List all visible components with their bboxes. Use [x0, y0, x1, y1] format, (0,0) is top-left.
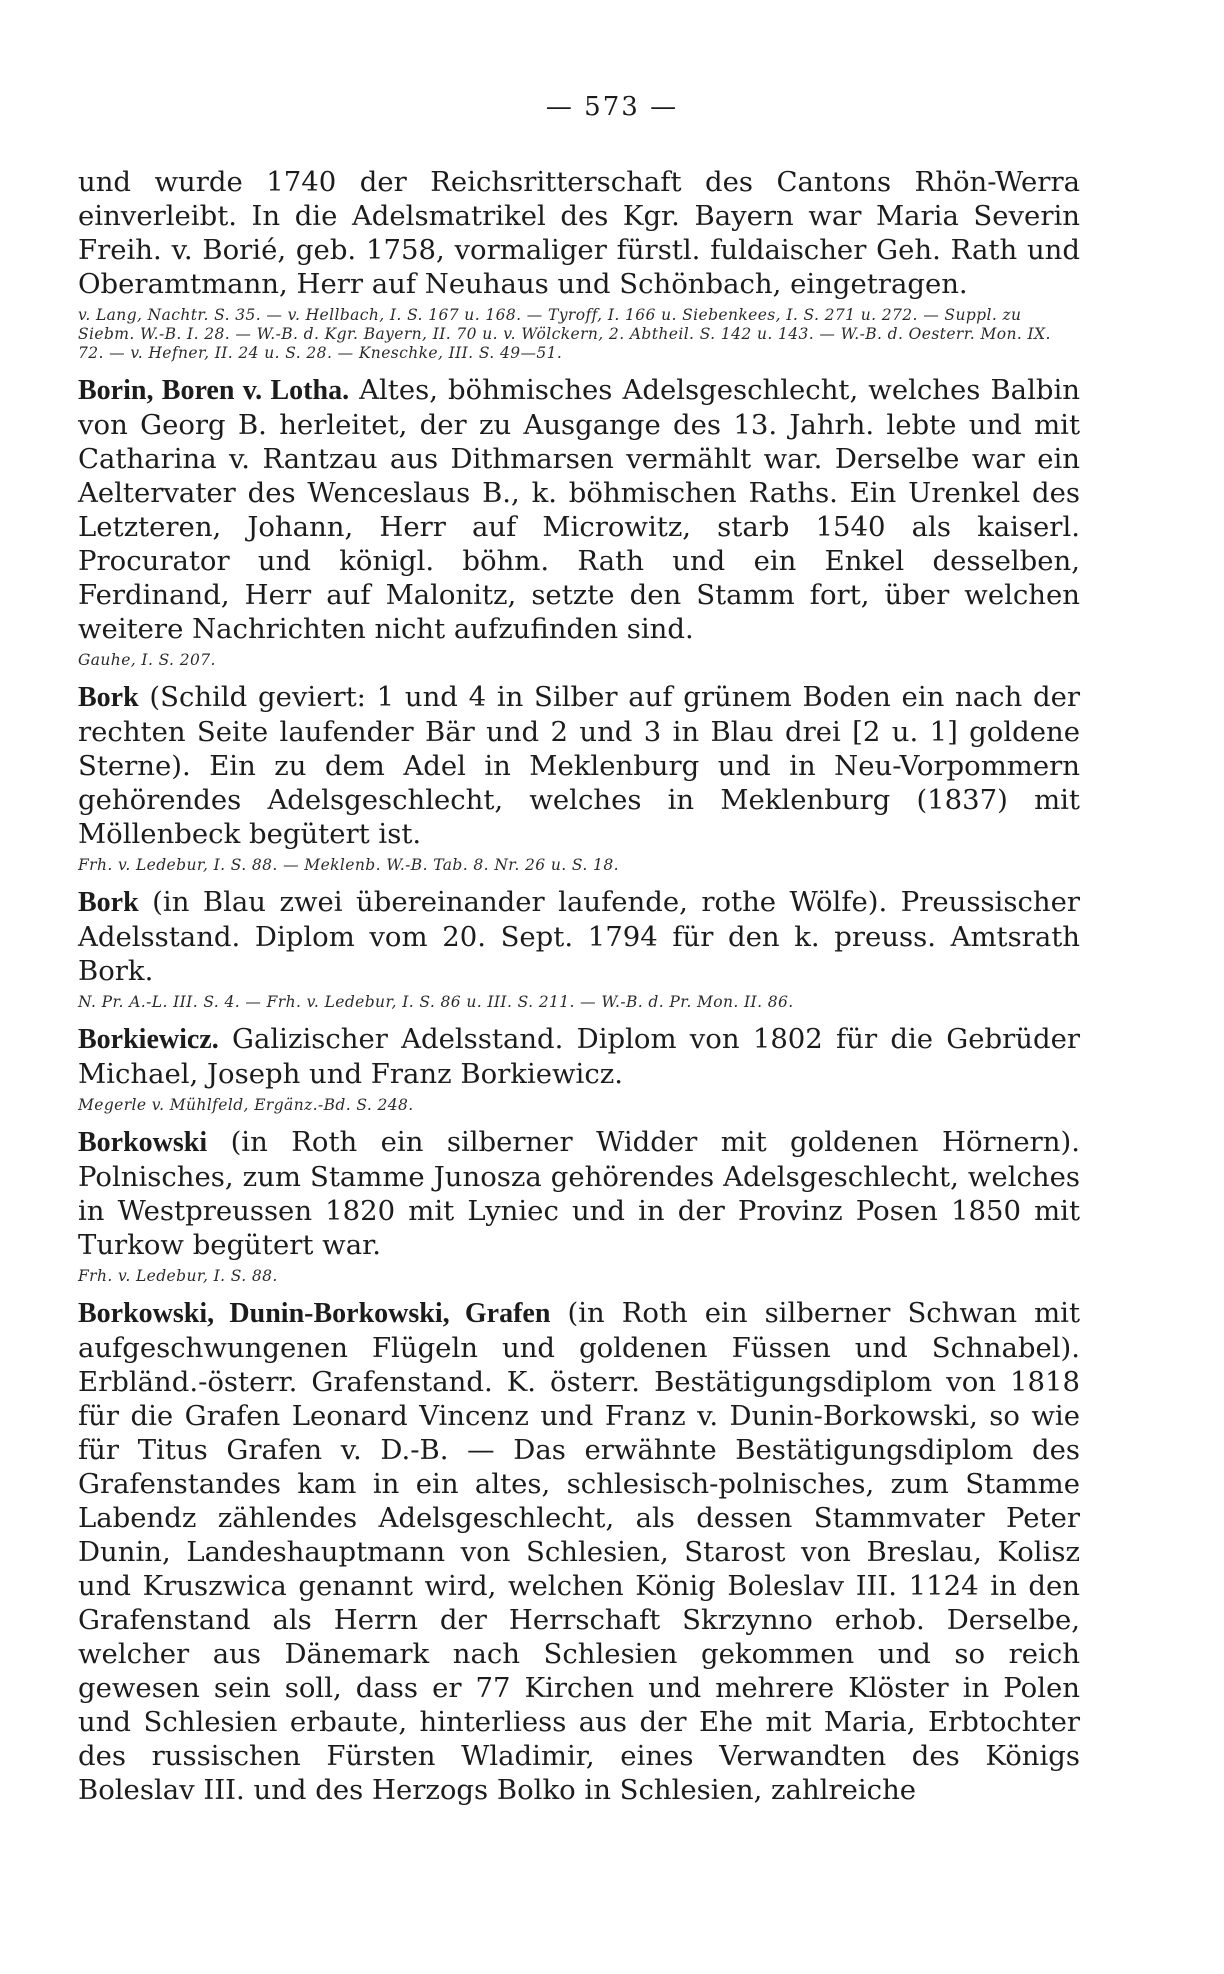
entry-text: (in Roth ein silberner Schwan mit aufgeschwungenen Flügeln und goldenen Füssen und Schnabel). Erbländ.-österr. Grafenstand. K. österr. Bestätigungsdiplom von 1818 für die Grafen Leonard Vincenz und Franz v. Dunin-Borkowski, so wie für Titus Grafen v. D.-B. — Das erwähnte Bestätigungsdiplom des Grafenstandes kam in ein altes, schlesisch-polnisches, zum Stamme Labendz zählendes Adelsgeschlecht, als dessen Stammvater Peter Dunin, Landeshauptmann von Schlesien, Starost von Breslau, Kolisz und Kruszwica genannt wird, welchen König Boleslav III. 1124 in den Grafenstand als Herrn der Herrschaft Skrzynno erhob. Derselbe, welcher aus Dänemark nach Schlesien gekommen und so reich gewesen sein soll, dass er 77 Kirchen und mehrere Klöster in Polen und Schlesien erbaute, hinterliess aus der Ehe mit Maria, Erbtochter des russischen Fürsten Wladimir, eines Verwandten des Königs Boleslav III. und des Herzogs Bolko in Schlesien, zahlreiche [78, 1297, 1080, 1806]
text-column [78, 165, 1080, 1807]
entry-paragraph [78, 1022, 1080, 1091]
entry-paragraph [78, 1296, 1080, 1807]
entry-text: (in Blau zwei übereinander laufende, rothe Wölfe). Preussischer Adelsstand. Diplom vom 20. Sept. 1794 für den k. preuss. Amtsrath Bork. [78, 886, 1080, 987]
entry-source-citation: Gauhe, I. S. 207. [78, 651, 216, 669]
entry-paragraph [78, 165, 1080, 301]
entry-heading: Borkiewicz. [78, 1024, 219, 1055]
entry-paragraph [78, 885, 1080, 988]
entry-heading: Bork [78, 682, 139, 713]
page-number: — 573 — [545, 92, 679, 122]
entry-text: Altes, böhmisches Adelsgeschlecht, welches Balbin von Georg B. herleitet, der zu Ausgange des 13. Jahrh. lebte und mit Catharina v. Rantzau aus Dithmarsen vermählt war. Derselbe war ein Aeltervater des Wenceslaus B., k. böhmischen Raths. Ein Urenkel des Letzteren, Johann, Herr auf Microwitz, starb 1540 als kaiserl. Procurator und königl. böhm. Rath und ein Enkel desselben, Ferdinand, Herr auf Malonitz, setzte den Stamm fort, über welchen weitere Nachrichten nicht aufzufinden sind. [78, 374, 1080, 645]
entry-heading: Bork [78, 887, 139, 918]
entry-text: Galizischer Adelsstand. Diplom von 1802 für die Gebrüder Michael, Joseph und Franz Borkiewicz. [78, 1023, 1080, 1090]
entry-text: (in Roth ein silberner Widder mit goldenen Hörnern). Polnisches, zum Stamme Junosza gehörendes Adelsgeschlecht, welches in Westpreussen 1820 mit Lyniec und in der Provinz Posen 1850 mit Turkow begütert war. [78, 1126, 1080, 1261]
entry-source-citation: N. Pr. A.-L. III. S. 4. — Frh. v. Ledebur, I. S. 86 u. III. S. 211. — W.-B. d. Pr. Mon. II. 86. [78, 993, 794, 1011]
entry-heading: Borin, Boren v. Lotha. [78, 375, 350, 406]
entry-text: und wurde 1740 der Reichsritterschaft des Cantons Rhön-Werra einverleibt. In die Adelsmatrikel des Kgr. Bayern war Maria Severin Freih. v. Borié, geb. 1758, vormaliger fürstl. fuldaischer Geh. Rath und Oberamtmann, Herr auf Neuhaus und Schönbach, eingetragen. [78, 166, 1080, 300]
entry-paragraph [78, 1125, 1080, 1262]
entry-heading: Borkowski [78, 1127, 208, 1158]
entry-heading: Borkowski, Dunin-Borkowski, Grafen [78, 1298, 551, 1329]
entry-text: (Schild geviert: 1 und 4 in Silber auf grünem Boden ein nach der rechten Seite laufender Bär und 2 und 3 in Blau drei [2 u. 1] goldene Sterne). Ein zu dem Adel in Meklenburg und in Neu-Vorpommern gehörendes Adelsgeschlecht, welches in Meklenburg (1837) mit Möllenbeck begütert ist. [78, 681, 1080, 850]
entry-paragraph [78, 373, 1080, 646]
entry-source-citation: Frh. v. Ledebur, I. S. 88. — Meklenb. W.-B. Tab. 8. Nr. 26 u. S. 18. [78, 856, 619, 874]
entry-source-citation: Frh. v. Ledebur, I. S. 88. [78, 1267, 278, 1285]
entry-source-citation: Megerle v. Mühlfeld, Ergänz.-Bd. S. 248. [78, 1096, 414, 1114]
entry-source-citation: v. Lang, Nachtr. S. 35. — v. Hellbach, I. S. 167 u. 168. — Tyroff, I. 166 u. Siebenkees, I. S. 271 u. 272. — Suppl. zu Siebm. W.-B. I. 28. — W.-B. d. Kgr. Bayern, II. 70 u. v. Wölckern, 2. Abtheil. S. 142 u. 143. — W.-B. d. Oesterr. Mon. IX. 72. — v. Hefner, II. 24 u. S. 28. — Kneschke, III. S. 49—51. [78, 306, 1051, 362]
entry-paragraph [78, 680, 1080, 851]
